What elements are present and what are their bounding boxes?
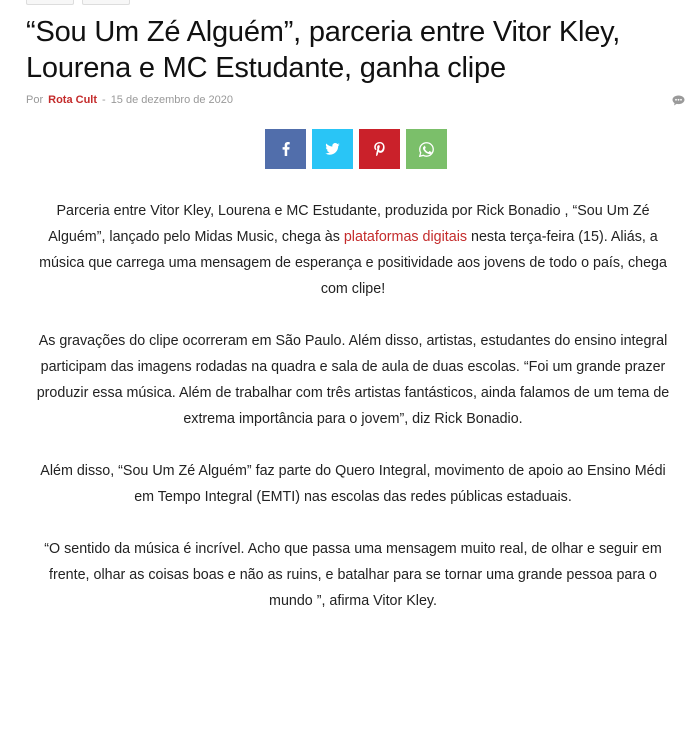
meta-separator: -	[102, 94, 106, 106]
pinterest-icon	[374, 142, 385, 156]
title-line: Lourena e MC Estudante, ganha clipe	[26, 52, 506, 84]
author-link[interactable]: Rota Cult	[48, 94, 98, 106]
paragraph-line: mundo ”, afirma Vitor Kley.	[269, 593, 437, 609]
paragraph-line: em Tempo Integral (EMTI) nas escolas das redes públicas estaduais.	[134, 489, 572, 505]
paragraph-line: nesta terça-feira (15). Aliás, a	[467, 229, 658, 245]
article-body	[0, 198, 685, 640]
top-tabs	[26, 0, 130, 5]
article-paragraph	[0, 198, 685, 302]
publish-date: 15 de dezembro de 2020	[110, 94, 234, 106]
title-line: “Sou Um Zé Alguém”, parceria entre Vitor Kley,	[26, 16, 621, 48]
article-title	[26, 14, 676, 86]
paragraph-line: “O sentido da música é incrível. Acho que passa uma mensagem muito real, de olhar e seguir em	[44, 541, 662, 557]
paragraph-line: Alguém”, lançado pelo Midas Music, chega às	[48, 229, 344, 245]
pinterest-share-button[interactable]	[359, 129, 400, 169]
top-tab[interactable]	[26, 0, 74, 5]
twitter-share-button[interactable]	[312, 129, 353, 169]
paragraph-line: participam das imagens rodadas na quadra e sala de aula de duas escolas. “Foi um grande prazer	[40, 359, 666, 375]
whatsapp-icon	[419, 142, 434, 157]
article-paragraph	[0, 458, 685, 510]
facebook-icon	[282, 142, 290, 156]
article-paragraph	[0, 328, 685, 432]
by-label: Por	[26, 94, 44, 106]
whatsapp-share-button[interactable]	[406, 129, 447, 169]
paragraph-line: Parceria entre Vitor Kley, Lourena e MC Estudante, produzida por Rick Bonadio , “Sou Um Zé	[56, 203, 650, 219]
top-tab[interactable]	[82, 0, 130, 5]
comment-icon[interactable]	[672, 95, 685, 106]
paragraph-line: As gravações do clipe ocorreram em São Paulo. Além disso, artistas, estudantes do ensino integral	[38, 333, 668, 349]
paragraph-line: Além disso, “Sou Um Zé Alguém” faz parte do Quero Integral, movimento de apoio ao Ensino Médi	[40, 463, 666, 479]
paragraph-line: produzir essa música. Além de trabalhar com três artistas fantásticos, ainda falamos de um tema de	[36, 385, 670, 401]
share-buttons	[265, 129, 447, 169]
paragraph-line: frente, olhar as coisas boas e não as ruins, e batalhar para se tornar uma grande pessoa para o	[49, 567, 657, 583]
paragraph-line: com clipe!	[320, 281, 386, 297]
article-quote-paragraph	[0, 536, 685, 614]
twitter-icon	[325, 143, 340, 155]
article-meta	[26, 94, 233, 106]
paragraph-line: extrema importância para o jovem”, diz Rick Bonadio.	[183, 411, 523, 427]
plataformas-digitais-link[interactable]: plataformas digitais	[343, 229, 468, 245]
facebook-share-button[interactable]	[265, 129, 306, 169]
paragraph-line: música que carrega uma mensagem de esperança e positividade aos jovens de todo o país, chega	[39, 255, 667, 271]
